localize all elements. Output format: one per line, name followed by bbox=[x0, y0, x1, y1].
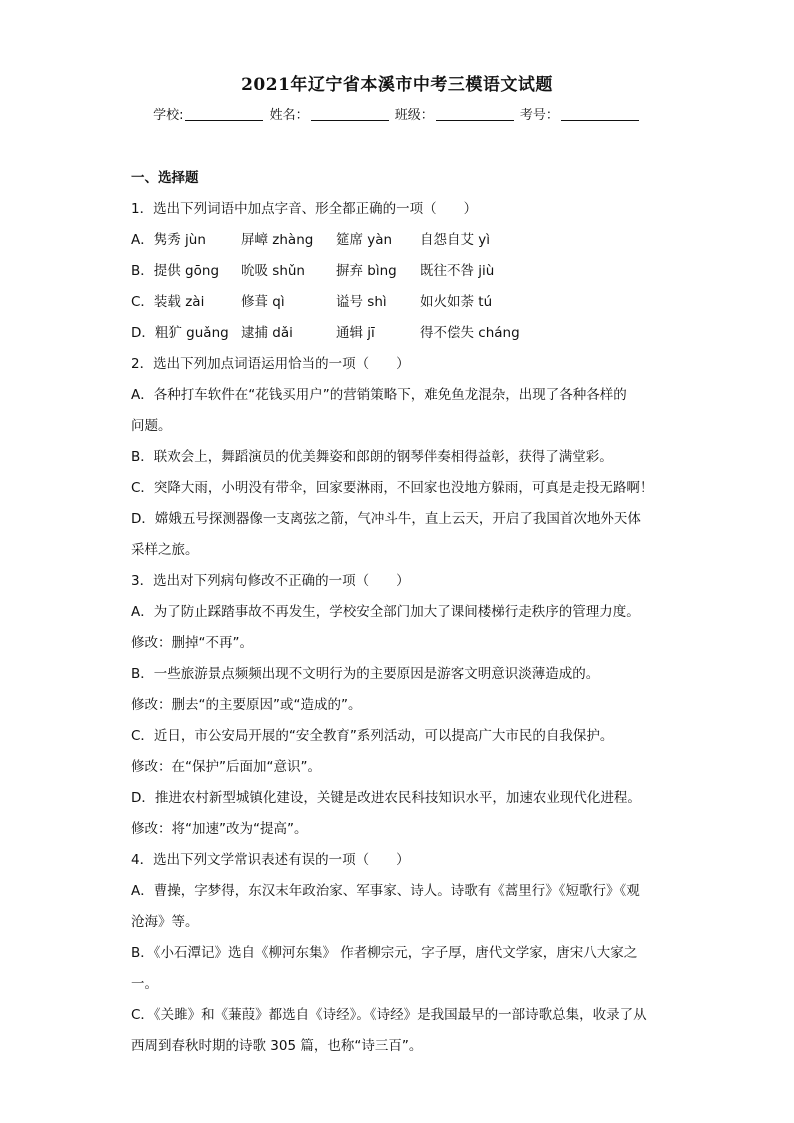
exam-title: 2021年辽宁省本溪市中考三模语文试题 bbox=[241, 75, 553, 95]
q1-c-3: 谥号 shì bbox=[336, 294, 387, 310]
q3-option-b-fix: 修改：删去“的主要原因”或“造成的”。 bbox=[131, 697, 362, 713]
q1-option-a bbox=[131, 225, 664, 256]
exam-content bbox=[131, 163, 664, 1062]
q1-c-1: C．装载 zài bbox=[131, 294, 205, 310]
class-label: 班级： bbox=[394, 108, 434, 123]
school-label: 学校: bbox=[153, 108, 184, 123]
q3-option-a-fix: 修改：删掉“不再”。 bbox=[131, 635, 253, 651]
q1-d-2: 逮捕 dǎi bbox=[241, 325, 293, 341]
q4-stem: 4．选出下列文学常识表述有误的一项（ ） bbox=[131, 852, 410, 868]
name-blank[interactable] bbox=[311, 108, 389, 121]
q2-option-a-line2: 问题。 bbox=[131, 418, 172, 434]
q4-option-b-line1: B．《小石潭记》选自《柳河东集》 作者柳宗元，字子厚，唐代文学家，唐宋八大家之 bbox=[131, 945, 638, 961]
q1-option-c bbox=[131, 287, 664, 318]
student-info-line bbox=[0, 104, 794, 123]
q1-b-2: 吮吸 shǔn bbox=[241, 263, 305, 279]
q1-option-b bbox=[131, 256, 664, 287]
q1-a-1: A．隽秀 jùn bbox=[131, 232, 206, 248]
q1-a-2: 屏嶂 zhàng bbox=[241, 232, 314, 248]
q1-b-4: 既往不咎 jiù bbox=[420, 263, 495, 279]
q1-c-2: 修葺 qì bbox=[241, 294, 285, 310]
q1-d-4: 得不偿失 cháng bbox=[420, 325, 520, 341]
q3-option-b: B．一些旅游景点频频出现不文明行为的主要原因是游客文明意识淡薄造成的。 bbox=[131, 666, 600, 682]
name-label: 姓名： bbox=[269, 108, 309, 123]
q4-option-a-line2: 沧海》等。 bbox=[131, 914, 199, 930]
number-blank[interactable] bbox=[561, 108, 639, 121]
q4-option-a-line1: A．曹操，字梦得，东汉末年政治家、军事家、诗人。诗歌有《蒿里行》《短歌行》《观 bbox=[131, 883, 640, 899]
school-blank[interactable] bbox=[185, 108, 263, 121]
q3-option-a: A．为了防止踩踏事故不再发生，学校安全部门加大了课间楼梯行走秩序的管理力度。 bbox=[131, 604, 640, 620]
q1-c-4: 如火如荼 tú bbox=[420, 294, 493, 310]
q2-option-c: C．突降大雨，小明没有带伞，回家要淋雨，不回家也没地方躲雨，可真是走投无路啊！ bbox=[131, 480, 654, 496]
q3-option-c-fix: 修改：在“保护”后面加“意识”。 bbox=[131, 759, 321, 775]
q2-option-b: B．联欢会上，舞蹈演员的优美舞姿和郎朗的钢琴伴奏相得益彰，获得了满堂彩。 bbox=[131, 449, 613, 465]
q4-option-c-line2: 西周到春秋时期的诗歌 305 篇，也称“诗三百”。 bbox=[131, 1038, 423, 1054]
q1-b-1: B．提供 gōng bbox=[131, 263, 220, 279]
q4-option-b-line2: 一。 bbox=[131, 976, 158, 992]
number-label: 考号： bbox=[519, 108, 559, 123]
q1-d-1: D．粗犷 guǎng bbox=[131, 325, 229, 341]
q1-stem: 1．选出下列词语中加点字音、形全都正确的一项（ ） bbox=[131, 201, 478, 217]
q1-a-3: 筵席 yàn bbox=[336, 232, 393, 248]
q2-option-d-line1: D．嫦娥五号探测器像一支离弦之箭，气冲斗牛，直上云天，开启了我国首次地外天体 bbox=[131, 511, 641, 527]
q3-stem: 3．选出对下列病句修改不正确的一项（ ） bbox=[131, 573, 410, 589]
q2-option-a-line1: A．各种打车软件在“花钱买用户”的营销策略下，难免鱼龙混杂，出现了各种各样的 bbox=[131, 387, 627, 403]
q2-stem: 2．选出下列加点词语运用恰当的一项（ ） bbox=[131, 356, 410, 372]
q2-option-d-line2: 采样之旅。 bbox=[131, 542, 199, 558]
q1-d-3: 通辑 jī bbox=[336, 325, 375, 341]
q1-b-3: 摒弃 bìng bbox=[336, 263, 397, 279]
q4-option-c-line1: C．《关雎》和《蒹葭》都选自《诗经》。《诗经》是我国最早的一部诗歌总集，收录了从 bbox=[131, 1007, 647, 1023]
q3-option-c: C．近日，市公安局开展的“安全教育”系列活动，可以提高广大市民的自我保护。 bbox=[131, 728, 614, 744]
q3-option-d-fix: 修改：将“加速”改为“提高”。 bbox=[131, 821, 308, 837]
q1-option-d bbox=[131, 318, 664, 349]
q3-option-d: D．推进农村新型城镇化建设，关键是改进农民科技知识水平，加速农业现代化进程。 bbox=[131, 790, 641, 806]
class-blank[interactable] bbox=[436, 108, 514, 121]
section-heading: 一、选择题 bbox=[131, 170, 199, 186]
q1-a-4: 自怨自艾 yì bbox=[420, 232, 491, 248]
